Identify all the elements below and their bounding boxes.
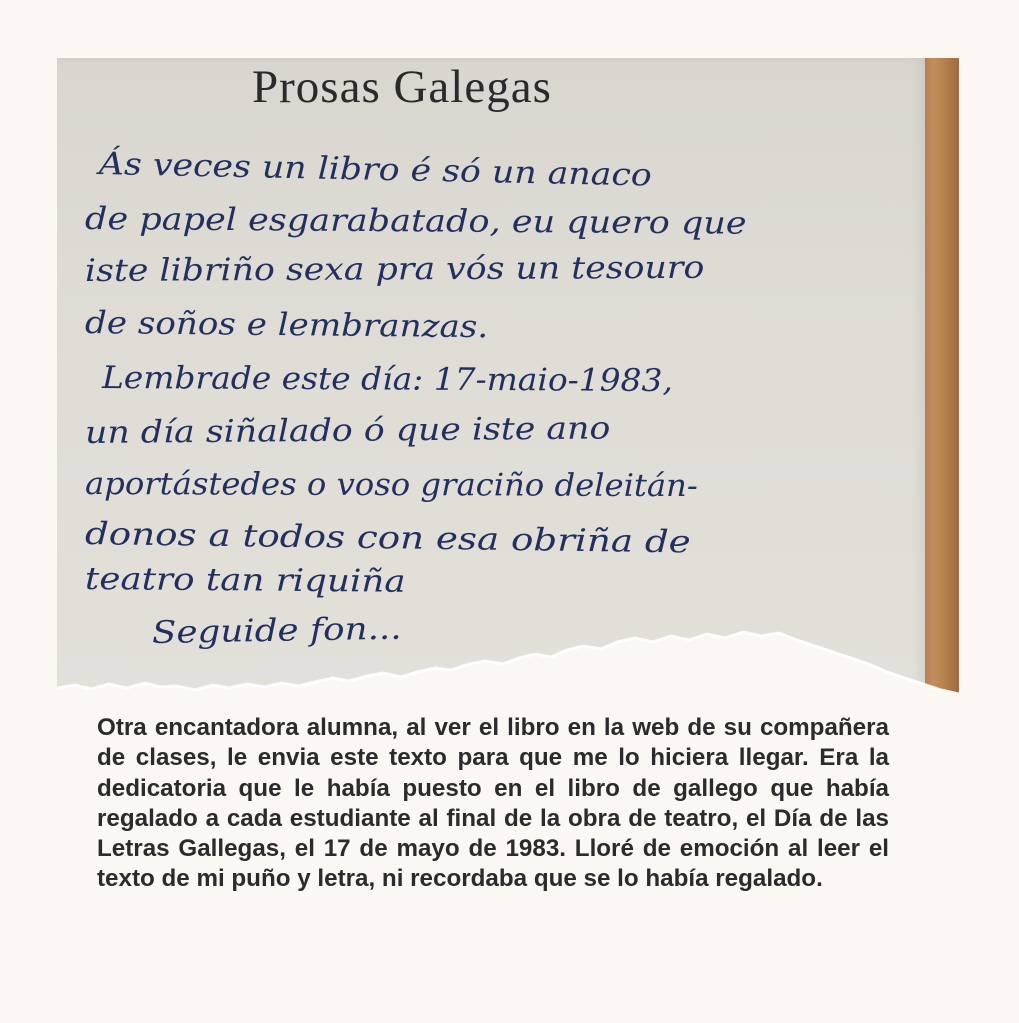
handwritten-line-4: de soños e lembranzas. xyxy=(84,305,489,346)
handwritten-line-10: Seguide fon... xyxy=(151,610,402,651)
handwritten-line-9: teatro tan riquiña xyxy=(84,561,406,600)
handwritten-line-1: Ás veces un libro é só un anaco xyxy=(98,146,653,194)
handwritten-line-8: donos a todos con esa obriña de xyxy=(84,516,691,561)
handwritten-line-3: iste libriño sexa pra vós un tesouro xyxy=(84,249,705,289)
wooden-table-edge xyxy=(919,58,959,718)
book-page xyxy=(57,58,925,718)
caption-text: Otra encantadora alumna, al ver el libro en la web de su compañera de clases, le envia este texto para que me lo hiciera llegar. Era la dedicatoria que le había puesto en el libro de gallego que había regalado a cada estudiante al final de la obra de teatro, el Día de las Letras Gallegas, el 17 de mayo de 1983. Lloré de emoción al leer el texto de mi puño y letra, ni recordaba que se lo había regalado. xyxy=(97,714,889,893)
handwritten-line-7: aportástedes o voso graciño deleitán- xyxy=(84,466,698,505)
handwritten-line-6: un día siñalado ó que iste ano xyxy=(84,410,611,451)
handwritten-line-5: Lembrade este día: 17-maio-1983, xyxy=(101,360,673,399)
handwritten-line-2: de papel esgarabatado, eu quero que xyxy=(84,201,747,242)
torn-paper-edge xyxy=(57,628,959,718)
book-title: Prosas Galegas xyxy=(252,61,552,113)
photo-of-book-page xyxy=(57,58,959,718)
